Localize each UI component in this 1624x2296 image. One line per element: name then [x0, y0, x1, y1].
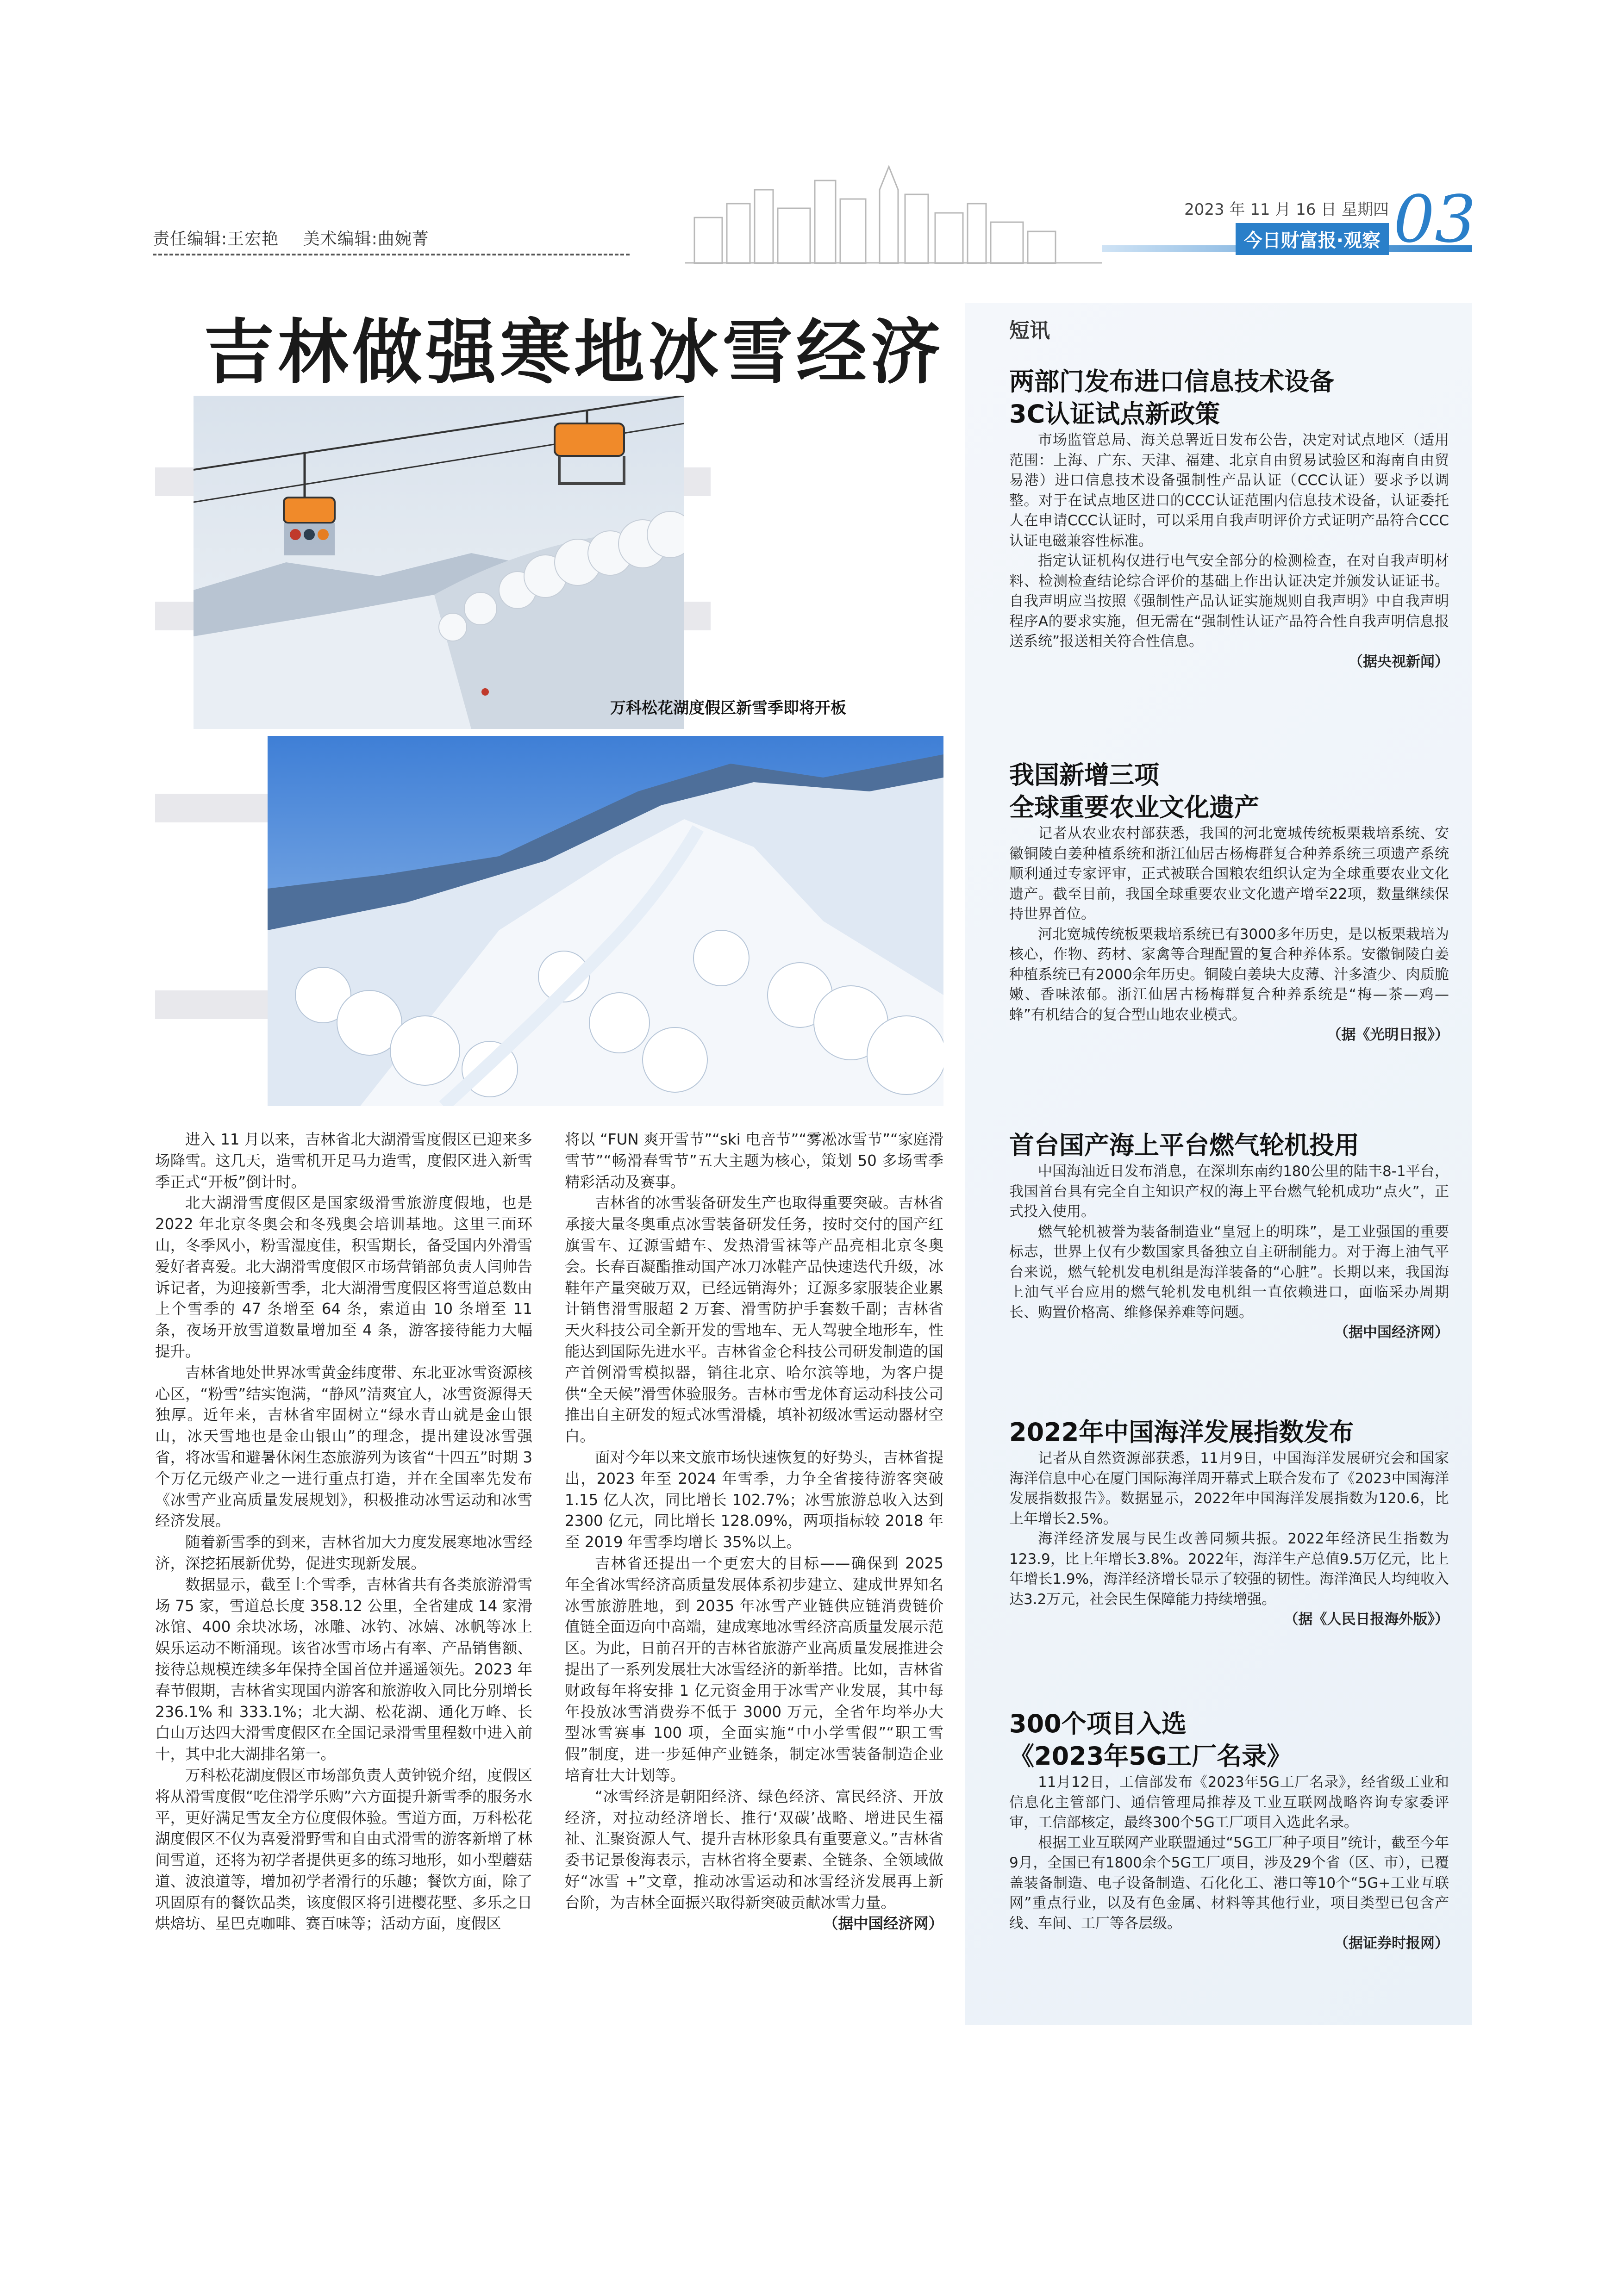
editor-credits — [153, 226, 448, 249]
chairlift-photo — [194, 396, 684, 729]
article-paragraph: 进入 11 月以来，吉林省北大湖滑雪度假区已迎来多场降雪。这几天，造雪机开足马力造雪，度假区进入新雪季正式“开板”倒计时。 — [155, 1131, 532, 1191]
brief-paragraph: 中国海油近日发布消息，在深圳东南约180公里的陆丰8-1平台，我国首台具有完全自主知识产权的海上平台燃气轮机成功“点火”，正式投入使用。 — [1009, 1163, 1449, 1220]
article-paragraph: 随着新雪季的到来，吉林省加大力度发展寒地冰雪经济，深挖拓展新优势，促进实现新发展。 — [155, 1533, 532, 1572]
brief-item — [1009, 366, 1449, 672]
article-paragraph: 吉林省地处世界冰雪黄金纬度带、东北亚冰雪资源核心区，“粉雪”结实饱满，“静风”清爽宜人，冰雪资源得天独厚。近年来，吉林省牢固树立“绿水青山就是金山银山，冰天雪地也是金山银山”的理念，提出建设冰雪强省，将冰雪和避暑休闲生态旅游列为该省“十四五”时期 3 个万亿元级产业之一进行重点打造，并在全国率先发布《冰雪产业高质量发展规划》，积极推动冰雪运动和冰雪经济发展。 — [155, 1363, 532, 1530]
snowy-mountain-photo — [268, 736, 943, 1106]
article-paragraph: 北大湖滑雪度假区是国家级滑雪旅游度假地，也是 2022 年北京冬奥会和冬残奥会培训基地。这里三面环山，冬季风小，粉雪湿度佳，积雪期长，备受国内外滑雪爱好者喜爱。北大湖滑雪度假区市场营销部负责人闫帅告诉记者，为迎接新雪季，北大湖滑雪度假区将雪道总数由上个雪季的 47 条增至 64 条，索道由 10 条增至 11 条，夜场开放雪道数量增加至 4 条，游客接待能力大幅提升。 — [155, 1194, 532, 1360]
brief-paragraph: 河北宽城传统板栗栽培系统已有3000多年历史，是以板栗栽培为核心，作物、药材、家禽等合理配置的复合种养体系。安徽铜陵白姜种植系统已有2000余年历史。铜陵白姜块大皮薄、汁多渣少、肉质脆嫩、香味浓郁。浙江仙居古杨梅群复合种养系统是“梅—茶—鸡—蜂”有机结合的复合型山地农业模式。 — [1009, 926, 1449, 1023]
brief-source: （据证券时报网） — [1334, 1935, 1449, 1952]
article-paragraph: 吉林省的冰雪装备研发生产也取得重要突破。吉林省承接大量冬奥重点冰雪装备研发任务，按时交付的国产红旗雪车、辽源雪蜡车、发热滑雪袜等产品亮相北京冬奥会。长春百凝酯推动国产冰刀冰鞋产品快速迭代升级，冰鞋年产量突破万双，已经远销海外；辽源多家服装企业累计销售滑雪服超 2 万套、滑雪防护手套数千副；吉林省天火科技公司全新开发的雪地车、无人驾驶全地形车，性能达到国际先进水平。吉林省金仑科技公司研发制造的国产首例滑雪模拟器，销往北京、哈尔滨等地，为客户提供“全天候”滑雪体验服务。吉林市雪龙体育运动科技公司推出自主研发的短式冰雪滑橇，填补初级冰雪运动器材空白。 — [565, 1194, 943, 1445]
responsible-editor: 责任编辑:王宏艳 — [153, 230, 279, 249]
brief-title: 《2023年5G工厂名录》 — [1009, 1742, 1292, 1771]
publication-name: 今日财富报·观察 — [1236, 223, 1389, 255]
article-column-1 — [155, 1129, 532, 1935]
brief-paragraph: 记者从自然资源部获悉，11月9日，中国海洋发展研究会和国家海洋信息中心在厦门国际海洋周开幕式上联合发布了《2023中国海洋发展指数报告》。数据显示，2022年中国海洋发展指数为120.6，比上年增长2.5%。 — [1009, 1450, 1449, 1527]
header-divider — [153, 254, 630, 255]
brief-title: 2022年中国海洋发展指数发布 — [1009, 1418, 1354, 1447]
article-paragraph: 将以 “FUN 爽开雪节”“ski 电音节”“雾凇冰雪节”“家庭滑雪节”“畅滑春雪节”五大主题为核心，策划 50 多场雪季精彩活动及赛事。 — [565, 1131, 943, 1191]
brief-title: 全球重要农业文化遗产 — [1009, 793, 1259, 822]
brief-title: 两部门发布进口信息技术设备 — [1009, 367, 1334, 396]
brief-source: （据《光明日报》） — [1327, 1027, 1449, 1043]
article-paragraph: 面对今年以来文旅市场快速恢复的好势头，吉林省提出，2023 年至 2024 年雪季，力争全省接待游客突破 1.15 亿人次，同比增长 102.7%；冰雪旅游总收入达到 2300 亿元，同比增长 128.09%，两项指标较 2018 年至 2019 年雪季均增长 35%以上。 — [565, 1448, 943, 1551]
brief-paragraph: 指定认证机构仅进行电气安全部分的检测检查，在对自我声明材料、检测检查结论综合评价的基础上作出认证决定并颁发认证证书。自我声明应当按照《强制性产品认证实施规则自我声明》中自我声明程序A的要求实施，但无需在“强制性认证产品符合性自我声明信息报送系统”报送相关符合性信息。 — [1009, 553, 1449, 650]
brief-title: 首台国产海上平台燃气轮机投用 — [1009, 1131, 1359, 1160]
article-source: （据中国经济网） — [823, 1915, 943, 1933]
brief-paragraph: 11月12日，工信部发布《2023年5G工厂名录》，经省级工业和信息化主管部门、通信管理局推荐及工业互联网战略咨询专家委评审，工信部核定，最终300个5G工厂项目入选此名录。 — [1009, 1774, 1449, 1831]
brief-item — [1009, 1708, 1449, 1954]
article-paragraph: 吉林省还提出一个更宏大的目标——确保到 2025 年全省冰雪经济高质量发展体系初步建立、建成世界知名冰雪旅游胜地，到 2035 年冰雪产业链供应链消费链价值链全面迈向中高端，建成寒地冰雪经济高质量发展示范区。为此，日前召开的吉林省旅游产业高质量发展推进会提出了一系列发展壮大冰雪经济的新举措。比如，吉林省财政每年将安排 1 亿元资金用于冰雪产业发展，其中每年投放冰雪消费券不低于 3000 万元，全省年均举办大型冰雪赛事 100 项，全面实施“中小学雪假”“职工雪假”制度，进一步延伸产业链条，制定冰雪装备制造企业培育壮大计划等。 — [565, 1554, 943, 1784]
brief-paragraph: 根据工业互联网产业联盟通过“5G工厂种子项目”统计，截至今年9月，全国已有1800余个5G工厂项目，涉及29个省（区、市），已覆盖装备制造、电子设备制造、石化化工、港口等10个“5G+工业互联网”重点行业，以及有色金属、材料等其他行业，项目类型已包含产线、车间、工厂等各层级。 — [1009, 1834, 1449, 1932]
issue-date: 2023 年 11 月 16 日 星期四 — [1184, 200, 1389, 219]
brief-item — [1009, 759, 1449, 1045]
date-block — [1148, 197, 1389, 255]
brief-title: 我国新增三项 — [1009, 760, 1159, 790]
page-number: 03 — [1393, 182, 1476, 257]
city-skyline-graphic — [685, 162, 1102, 264]
brief-title: 3C认证试点新政策 — [1009, 399, 1220, 429]
brief-source: （据《人民日报海外版》） — [1284, 1611, 1449, 1628]
article-column-2 — [565, 1129, 943, 1935]
main-headline: 吉林做强寒地冰雪经济 — [204, 311, 944, 393]
brief-source: （据央视新闻） — [1349, 653, 1449, 670]
art-editor: 美术编辑:曲婉菁 — [303, 230, 429, 249]
brief-item — [1009, 1129, 1449, 1343]
brief-paragraph: 市场监管总局、海关总署近日发布公告，决定对试点地区（适用范围：上海、广东、天津、福建、北京自由贸易试验区和海南自由贸易港）进口信息技术设备强制性产品认证（CCC认证）要求予以调整。对于在试点地区进口的CCC认证范围内信息技术设备，认证委托人在申请CCC认证时，可以采用自我声明评价方式证明产品符合CCC认证电磁兼容性标准。 — [1009, 432, 1449, 549]
brief-title: 300个项目入选 — [1009, 1709, 1187, 1738]
article-paragraph: “冰雪经济是朝阳经济、绿色经济、富民经济、开放经济，对拉动经济增长、推行‘双碳’战略、增进民生福祉、汇聚资源人气、提升吉林形象具有重要意义。”吉林省委书记景俊海表示，吉林省将全要素、全链条、全领域做好“冰雪 +”文章，推动冰雪运动和冰雪经济发展再上新台阶，为吉林全面振兴取得新突破贡献冰雪力量。 — [565, 1787, 943, 1911]
brief-source: （据中国经济网） — [1334, 1324, 1449, 1341]
article-paragraph: 数据显示，截至上个雪季，吉林省共有各类旅游滑雪场 75 家，雪道总长度 358.12 公里，全省建成 14 家滑冰馆、400 余块冰场，冰雕、冰钓、冰嬉、冰帆等冰上娱乐运动不断涌现。该省冰雪市场占有率、产品销售额、接待总规模连续多年保持全国首位并遥遥领先。2023 年春节假期，吉林省实现国内游客和旅游收入同比分别增长 236.1% 和 333.1%；北大湖、松花湖、通化万峰、长白山万达四大滑雪度假区在全国记录滑雪里程数中进入前十，其中北大湖排名第一。 — [155, 1575, 532, 1763]
brief-item — [1009, 1416, 1449, 1630]
brief-paragraph: 记者从农业农村部获悉，我国的河北宽城传统板栗栽培系统、安徽铜陵白姜种植系统和浙江仙居古杨梅群复合种养系统三项遗产系统顺利通过专家评审，正式被联合国粮农组织认定为全球重要农业文化遗产。截至目前，我国全球重要农业文化遗产增至22项，数量继续保持世界首位。 — [1009, 825, 1449, 922]
article-paragraph: 万科松花湖度假区市场部负责人黄钟锐介绍，度假区将从滑雪度假“吃住滑学乐购”六方面提升新雪季的服务水平，更好满足雪友全方位度假体验。雪道方面，万科松花湖度假区不仅为喜爱滑野雪和自由式滑雪的游客新增了林间雪道，还将为初学者提供更多的练习地形，如小型蘑菇道、波浪道等，增加初学者滑行的乐趣；餐饮方面，除了巩固原有的餐饮品类，该度假区将引进樱花墅、多乐之日烘焙坊、星巴克咖啡、赛百味等；活动方面，度假区 — [155, 1766, 532, 1933]
briefs-label: 短讯 — [1009, 319, 1050, 342]
photo1-caption: 万科松花湖度假区新雪季即将开板 — [610, 699, 846, 717]
brief-paragraph: 海洋经济发展与民生改善同频共振。2022年经济民生指数为123.9，比上年增长3.8%。2022年，海洋生产总值9.5万亿元，比上年增长1.9%，海洋经济增长显示了较强的韧性。海洋渔民人均纯收入达3.2万元，社会民生保障能力持续增强。 — [1009, 1531, 1449, 1608]
brief-paragraph: 燃气轮机被誉为装备制造业“皇冠上的明珠”，是工业强国的重要标志，世界上仅有少数国家具备独立自主研制能力。对于海上油气平台来说，燃气轮机发电机组是海洋装备的“心脏”。长期以来，我国海上油气平台应用的燃气轮机发电机组一直依赖进口，面临采办周期长、购置价格高、维修保养难等问题。 — [1009, 1223, 1449, 1321]
